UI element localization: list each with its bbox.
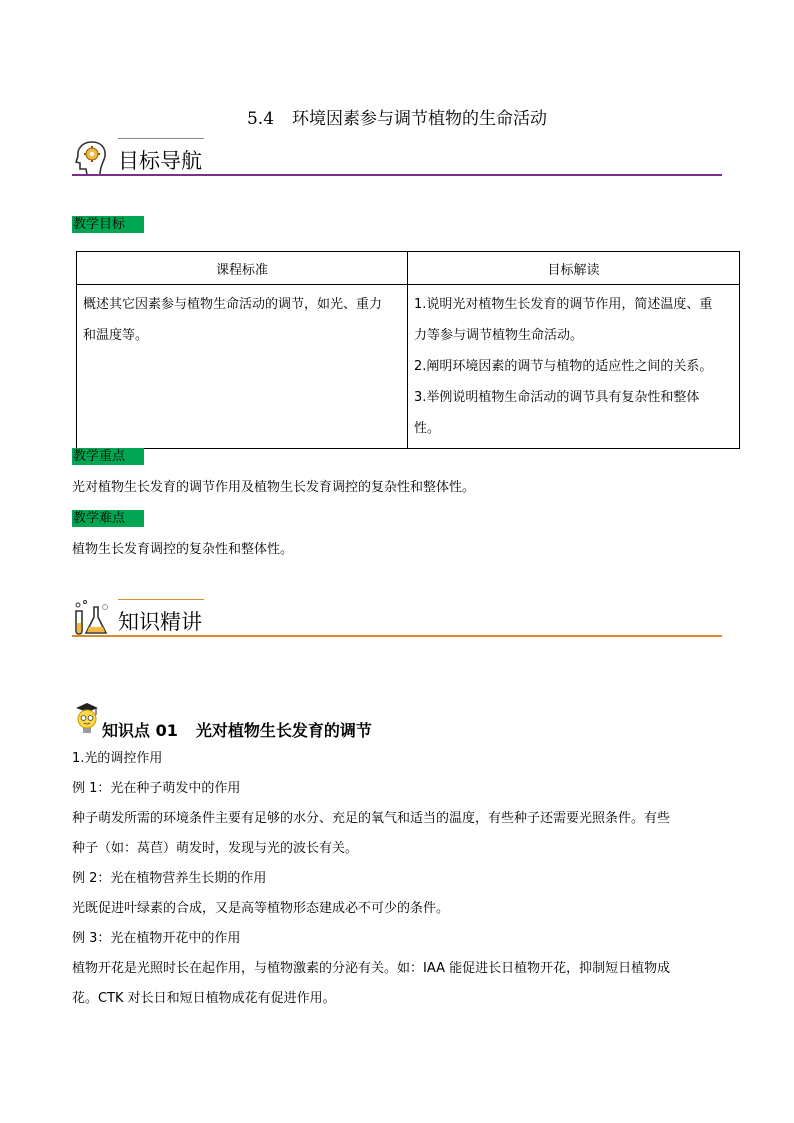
lightbulb-graduate-icon [72,700,102,736]
brain-gear-icon [72,138,112,178]
tag-teaching-goals: 教学目标 [72,216,144,233]
table-cell-interpretation [408,285,740,449]
goals-table [76,251,740,449]
section-title-goals: 目标导航 [118,149,202,173]
key-point-text: 光对植物生长发育的调节作用及植物生长发育调控的复杂性和整体性。 [72,480,476,495]
body-line: 1.光的调控作用 [72,751,163,766]
body-line: 例 2：光在植物营养生长期的作用 [72,871,267,886]
header-overline [118,138,204,139]
section-header-knowledge [72,599,722,643]
knowledge-point-title [102,718,372,741]
body-line: 种子萌发所需的环境条件主要有足够的水分、充足的氧气和适当的温度，有些种子还需要光照条件。有些 [72,811,671,826]
cell-line: 概述其它因素参与植物生命活动的调节，如光、重力 [83,297,383,312]
column-header: 课程标准 [77,252,408,285]
knowledge-body [72,744,732,1014]
cell-line: 性。 [414,421,441,436]
tag-difficult-points: 教学难点 [72,510,144,527]
table-cell-standard [77,285,408,449]
cell-line: 和温度等。 [83,328,149,343]
body-line: 光既促进叶绿素的合成，又是高等植物形态建成必不可少的条件。 [72,901,450,916]
body-line: 种子（如：莴苣）萌发时，发现与光的波长有关。 [72,841,359,856]
body-line: 例 3：光在植物开花中的作用 [72,931,241,946]
table-header-row [77,252,740,285]
title-text: 环境因素参与调节植物的生命活动 [292,109,548,129]
lab-flask-icon [72,599,112,639]
section-divider [72,635,722,637]
section-header-goals [72,138,722,182]
cell-line: 力等参与调节植物生命活动。 [414,328,584,343]
knowledge-point-number: 知识点 01 [102,721,178,740]
tag-key-points: 教学重点 [72,448,144,465]
cell-line: 2.阐明环境因素的调节与植物的适应性之间的关系。 [414,359,713,374]
knowledge-point-name: 光对植物生长发育的调节 [195,721,372,740]
section-divider [72,174,722,176]
cell-line: 1.说明光对植物生长发育的调节作用，简述温度、重 [414,297,713,312]
body-line: 植物开花是光照时长在起作用，与植物激素的分泌有关。如：IAA 能促进长日植物开花，抑制短日植物成 [72,961,671,976]
table-row [77,285,740,449]
section-number: 5.4 [246,109,275,129]
page-title [0,104,794,129]
header-overline [118,599,204,600]
cell-line: 3.举例说明植物生命活动的调节具有复杂性和整体 [414,390,700,405]
column-header: 目标解读 [408,252,740,285]
difficult-point-text: 植物生长发育调控的复杂性和整体性。 [72,542,294,557]
section-title-knowledge: 知识精讲 [118,610,202,634]
body-line: 花。CTK 对长日和短日植物成花有促进作用。 [72,991,336,1006]
body-line: 例 1：光在种子萌发中的作用 [72,781,241,796]
